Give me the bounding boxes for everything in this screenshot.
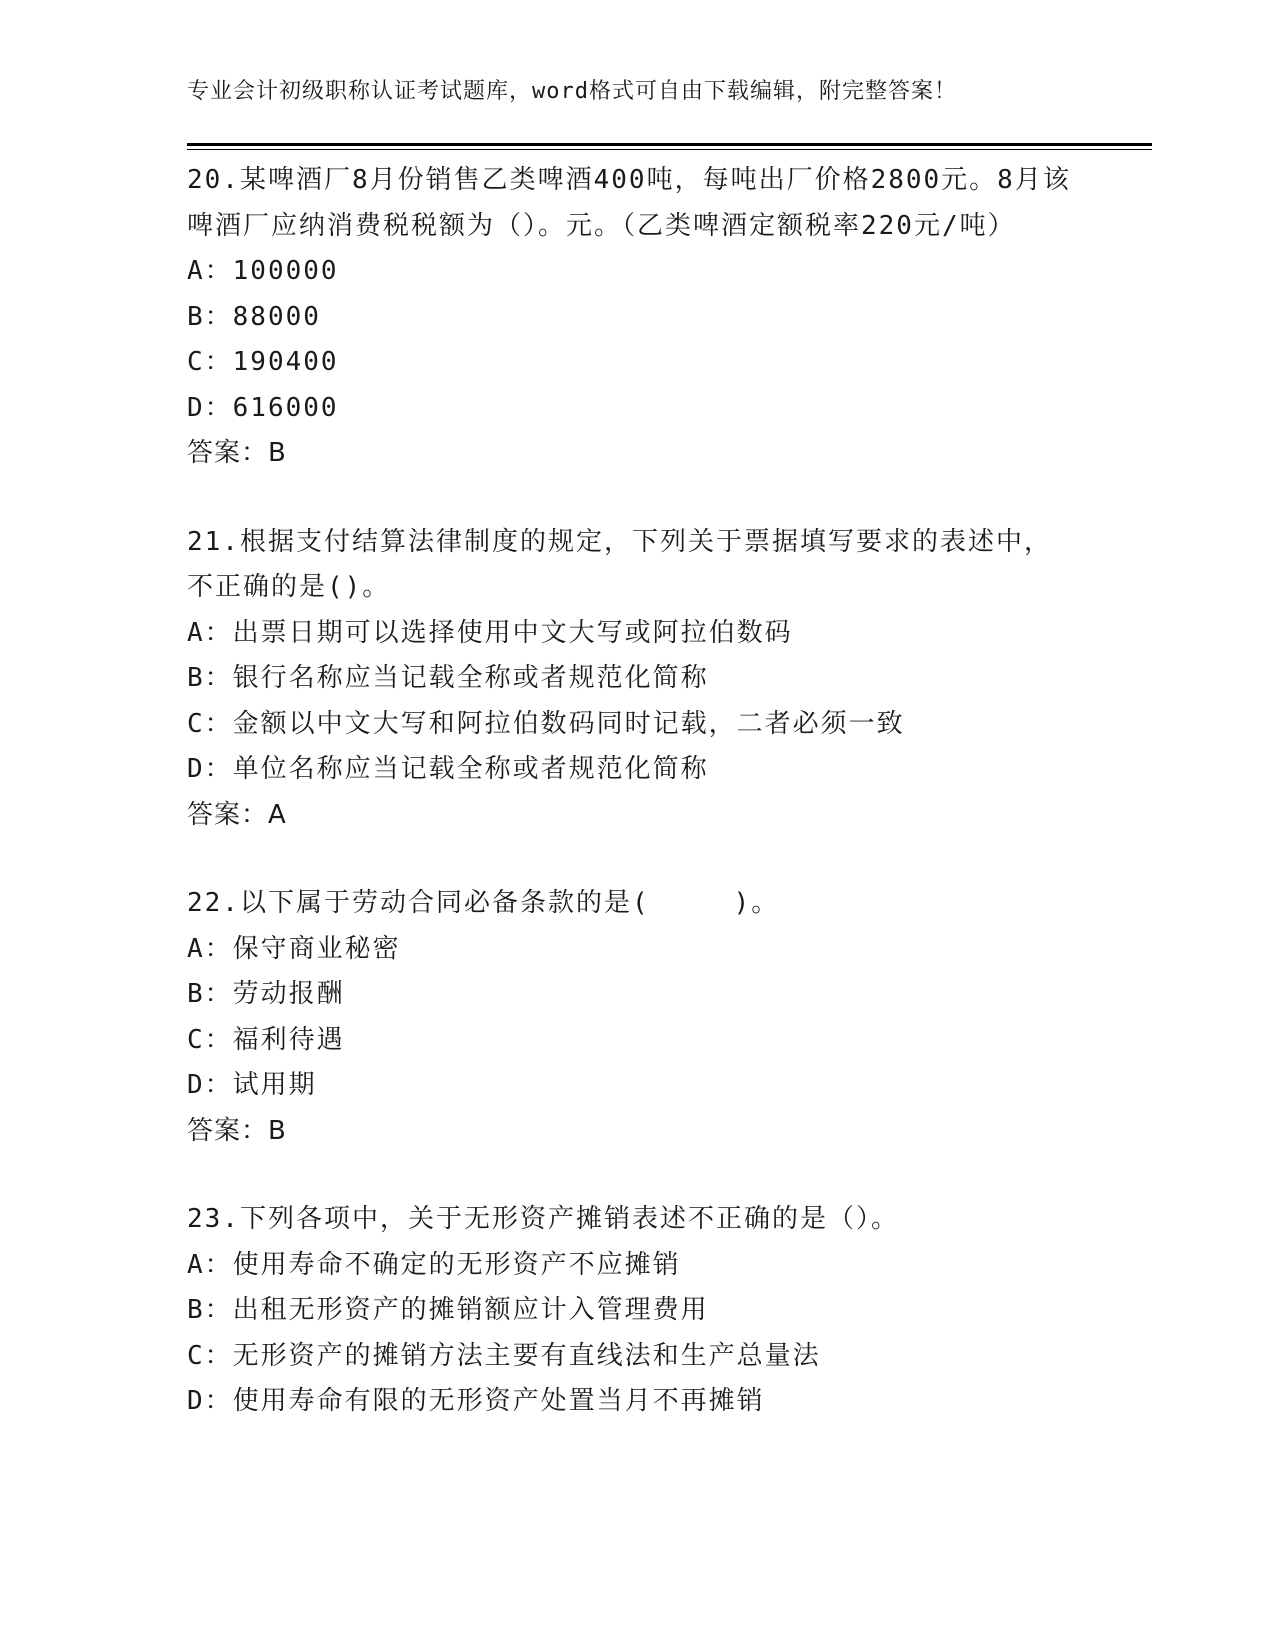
- option-d: D：试用期: [187, 1070, 317, 1100]
- page-header: 专业会计初级职称认证考试题库，word格式可自由下载编辑，附完整答案！: [187, 79, 957, 104]
- question-stem: 21.根据支付结算法律制度的规定，下列关于票据填写要求的表述中，不正确的是()。: [187, 526, 1052, 602]
- answer-line: 答案：A: [187, 799, 287, 830]
- header-rule-thick: [187, 143, 1152, 146]
- option-d: D：使用寿命有限的无形资产处置当月不再摊销: [187, 1386, 765, 1416]
- header-rule-thin: [187, 149, 1152, 150]
- question-21: [187, 520, 1087, 839]
- option-a: A：使用寿命不确定的无形资产不应摊销: [187, 1249, 681, 1280]
- option-b: B：银行名称应当记载全称或者规范化简称: [187, 663, 709, 693]
- question-20: [187, 158, 1087, 477]
- question-list: [187, 158, 1087, 1468]
- option-a: A：保守商业秘密: [187, 933, 401, 964]
- question-stem: 22.以下属于劳动合同必备条款的是( )。: [187, 888, 780, 918]
- question-22: [187, 881, 1087, 1154]
- option-c: C：无形资产的摊销方法主要有直线法和生产总量法: [187, 1340, 821, 1371]
- option-c: C：190400: [187, 347, 339, 377]
- option-b: B：出租无形资产的摊销额应计入管理费用: [187, 1295, 709, 1325]
- question-stem: 20.某啤酒厂8月份销售乙类啤酒400吨，每吨出厂价格2800元。8月该啤酒厂应纳消费税税额为（）。元。（乙类啤酒定额税率220元/吨）: [187, 165, 1071, 241]
- answer-line: 答案：B: [187, 1115, 287, 1146]
- option-d: D：单位名称应当记载全称或者规范化简称: [187, 754, 709, 784]
- option-a: A：100000: [187, 256, 339, 286]
- option-c: C：福利待遇: [187, 1024, 345, 1055]
- question-stem: 23.下列各项中，关于无形资产摊销表述不正确的是（）。: [187, 1204, 899, 1234]
- option-a: A：出票日期可以选择使用中文大写或阿拉伯数码: [187, 617, 793, 648]
- option-b: B：88000: [187, 301, 321, 332]
- question-23: [187, 1197, 1087, 1425]
- option-c: C：金额以中文大写和阿拉伯数码同时记载，二者必须一致: [187, 708, 905, 739]
- option-b: B：劳动报酬: [187, 979, 345, 1009]
- option-d: D：616000: [187, 392, 339, 423]
- answer-line: 答案：B: [187, 438, 287, 468]
